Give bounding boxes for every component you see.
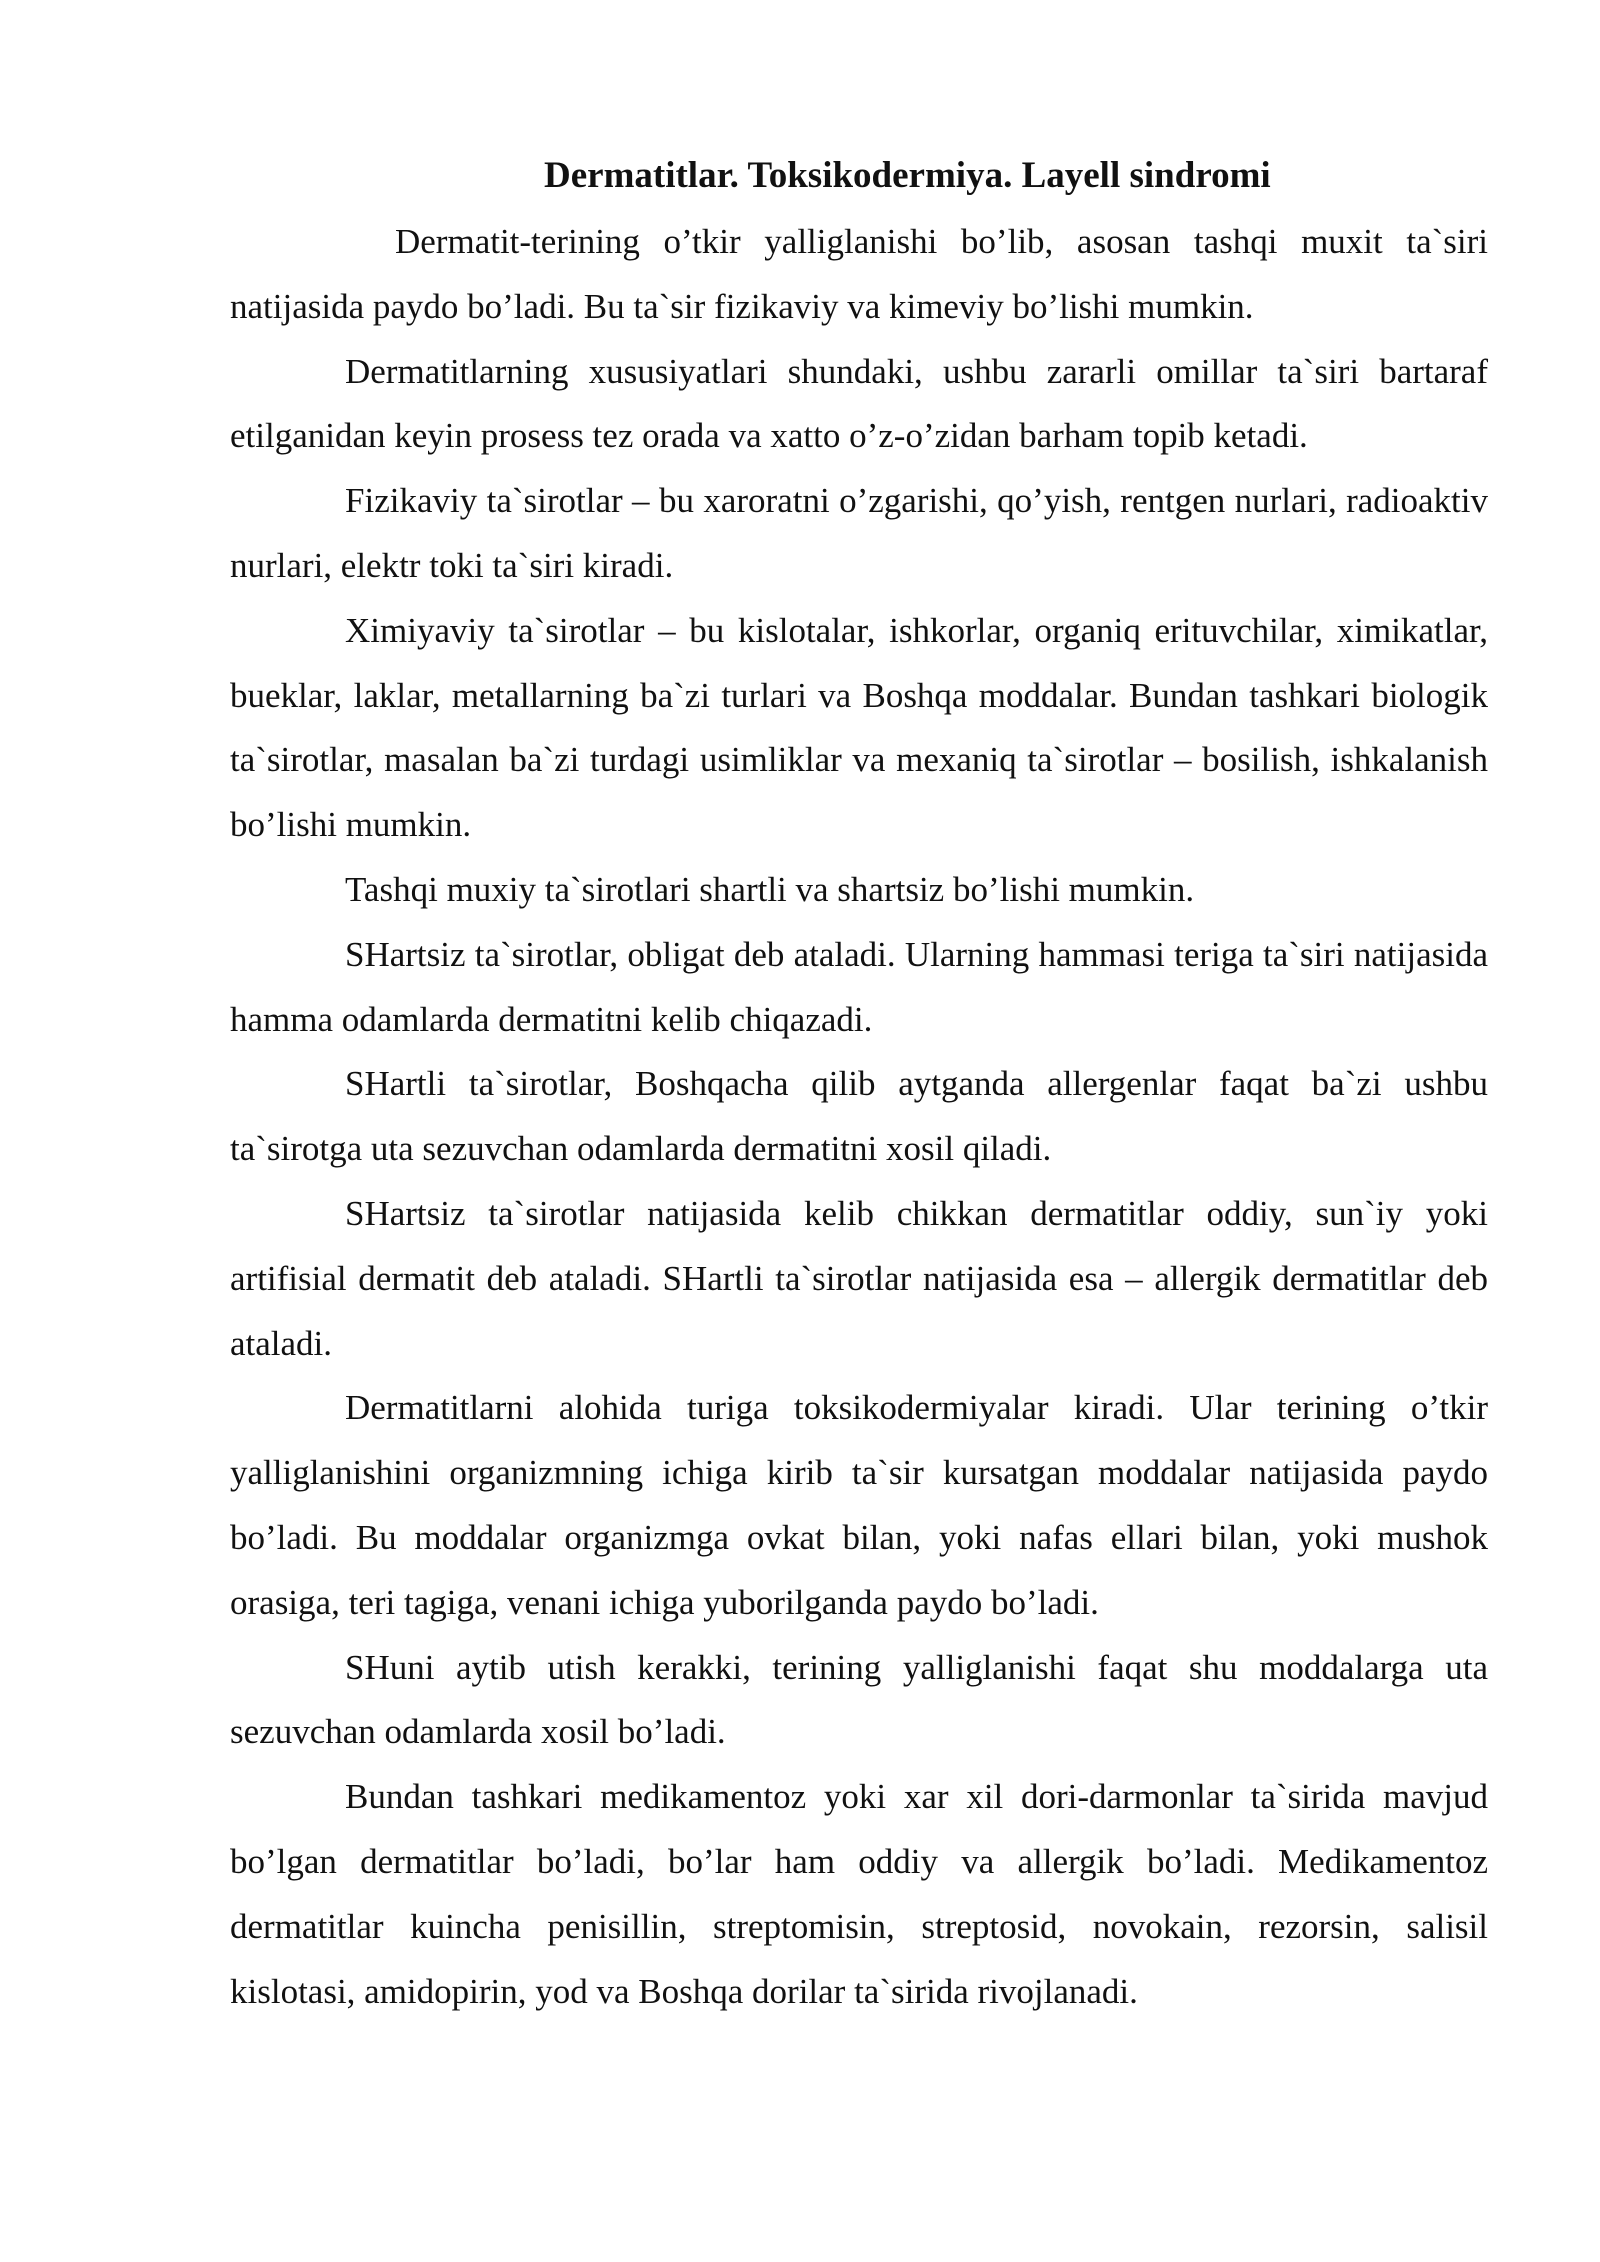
paragraph: Tashqi muxiy ta`sirotlari shartli va shartsiz bo’lishi mumkin.: [345, 869, 1195, 909]
paragraph: SHuni aytib utish kerakki, terining yalliglanishi faqat shu moddalarga uta sezuvchan odamlarda xosil bo’ladi.: [230, 1647, 1488, 1752]
paragraph: SHartli ta`sirotlar, Boshqacha qilib aytganda allergenlar faqat ba`zi ushbu ta`sirotga uta sezuvchan odamlarda dermatitni xosil qiladi.: [230, 1064, 1488, 1169]
paragraph: Bundan tashkari medikamentoz yoki xar xil dori-darmonlar ta`sirida mavjud bo’lgan dermatitlar bo’ladi, bo’lar ham oddiy va allergik bo’ladi. Medikamentoz dermatitlar kuincha penisillin, streptomisin, streptosid, novokain, rezorsin, salisil kislotasi, amidopirin, yod va Boshqa dorilar ta`sirida rivojlanadi.: [230, 1777, 1488, 2011]
paragraph: SHartsiz ta`sirotlar natijasida kelib chikkan dermatitlar oddiy, sun`iy yoki artifisial dermatit deb ataladi. SHartli ta`sirotlar natijasida esa – allergik dermatitlar deb ataladi.: [230, 1193, 1488, 1363]
document-title: Dermatitlar. Toksikodermiya. Layell sindromi: [544, 155, 1271, 196]
paragraph: Dermatitlarni alohida turiga toksikodermiyalar kiradi. Ular terining o’tkir yalliglanishini organizmning ichiga kirib ta`sir kursatgan moddalar natijasida paydo bo’ladi. Bu moddalar organizmga ovkat bilan, yoki nafas ellari bilan, yoki mushok orasiga, teri tagiga, venani ichiga yuborilganda paydo bo’ladi.: [230, 1388, 1488, 1622]
paragraph: Dermatit-terining o’tkir yalliglanishi bo’lib, asosan tashqi muxit ta`siri natijasida paydo bo’ladi. Bu ta`sir fizikaviy va kimeviy bo’lishi mumkin.: [230, 222, 1488, 326]
paragraph: Fizikaviy ta`sirotlar – bu xaroratni o’zgarishi, qo’yish, rentgen nurlari, radioaktiv nurlari, elektr toki ta`siri kiradi.: [230, 481, 1488, 585]
document-page: [230, 150, 1488, 2024]
paragraph: Dermatitlarning xususiyatlari shundaki, ushbu zararli omillar ta`siri bartaraf etilganidan keyin prosess tez orada va xatto o’z-o’zidan barham topib ketadi.: [230, 351, 1488, 456]
paragraph: SHartsiz ta`sirotlar, obligat deb ataladi. Ularning hammasi teriga ta`siri natijasida hamma odamlarda dermatitni kelib chiqazadi.: [230, 934, 1488, 1039]
paragraph: Ximiyaviy ta`sirotlar – bu kislotalar, ishkorlar, organiq erituvchilar, ximikatlar, bueklar, laklar, metallarning ba`zi turlari va Boshqa moddalar. Bundan tashkari biologik ta`sirotlar, masalan ba`zi turdagi usimliklar va mexaniq ta`sirotlar – bosilish, ishkalanish bo’lishi mumkin.: [230, 610, 1488, 845]
